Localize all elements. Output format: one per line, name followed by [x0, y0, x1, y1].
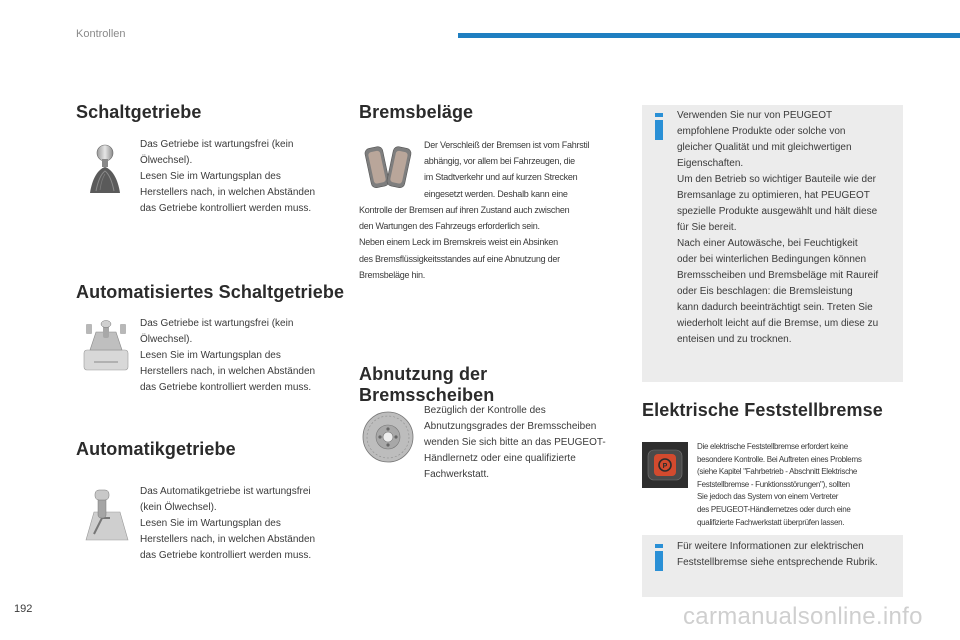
heading-bremsbelaege: Bremsbeläge	[359, 102, 474, 122]
text-line: Die elektrische Feststellbremse erfordert keine	[697, 442, 848, 451]
text-line: Für weitere Informationen zur elektrischen	[677, 541, 864, 552]
heading-elektrische-feststellbremse: Elektrische Feststellbremse	[642, 400, 883, 420]
text-line: gleicher Qualität und mit gleichwertigen	[677, 142, 852, 153]
text-line: für Sie bereit.	[677, 222, 737, 233]
text-line: oder Eis beschlagen: die Bremsleistung	[677, 286, 853, 297]
heading-automatisiertes-schaltgetriebe: Automatisiertes Schaltgetriebe	[76, 282, 345, 302]
text-line: Das Getriebe ist wartungsfrei (kein	[140, 318, 294, 329]
text-line: Eigenschaften.	[677, 158, 744, 169]
text-line: im Stadtverkehr und auf kurzen Strecken	[424, 172, 578, 183]
text-line: abhängig, vor allem bei Fahrzeugen, die	[424, 156, 575, 167]
info-box-parking-brake-text	[677, 539, 902, 571]
text-line: Bremsscheiben und Bremsbeläge mit Raureif	[677, 270, 879, 281]
text-line: Feststellbremse - Funktionsstörungen"), sollten	[697, 479, 850, 489]
text-line: Sie jedoch das System von einem Vertreter	[697, 492, 839, 502]
text-line: enteisen und zu trocknen.	[677, 334, 792, 345]
brake-pads-icon	[362, 141, 414, 193]
text-line: eingesetzt werden. Deshalb kann eine	[424, 188, 568, 199]
text-line: das Getriebe kontrolliert werden muss.	[140, 382, 312, 393]
automatisiertes-text	[140, 316, 340, 396]
text-line: besondere Kontrolle. Bei Auftreten eines Problems	[697, 454, 862, 464]
section-title: Kontrollen	[76, 28, 126, 40]
text-line: Herstellers nach, in welchen Abständen	[140, 366, 316, 377]
schaltgetriebe-text	[140, 137, 340, 217]
text-line: Um den Betrieb so wichtiger Bauteile wie der	[677, 174, 876, 185]
text-line: des PEUGEOT-Händlernetzes oder durch eine	[697, 504, 851, 514]
text-line: Lesen Sie im Wartungsplan des	[140, 350, 281, 361]
parking-brake-switch-icon	[642, 442, 688, 488]
text-line: Das Getriebe ist wartungsfrei (kein	[140, 139, 294, 150]
text-line: Ölwechsel).	[140, 155, 193, 166]
brake-disc-icon	[361, 410, 415, 464]
text-line: des Bremsflüssigkeitsstandes auf eine Abnutzung der	[359, 253, 560, 264]
text-line: kann dadurch beeinträchtigt sein. Treten Sie	[677, 302, 873, 313]
page-number: 192	[14, 603, 33, 615]
info-box-products	[642, 105, 903, 382]
text-line: Herstellers nach, in welchen Abständen	[140, 187, 316, 198]
automatik-text	[140, 484, 345, 564]
text-line: Feststellbremse siehe entsprechende Rubrik.	[677, 557, 878, 568]
text-line: Kontrolle der Bremsen auf ihren Zustand auch zwischen	[359, 205, 570, 215]
text-line: Nach einer Autowäsche, bei Feuchtigkeit	[677, 238, 858, 249]
text-line: (siehe Kapitel "Fahrbetrieb - Abschnitt Elektrische	[697, 467, 858, 477]
text-line: Bremsanlage zu optimieren, hat PEUGEOT	[677, 190, 870, 201]
text-line: Verwenden Sie nur von PEUGEOT	[677, 110, 833, 121]
feststellbremse-text	[697, 441, 909, 529]
text-line: wenden Sie sich bitte an das PEUGEOT-	[424, 437, 606, 448]
text-line: Lesen Sie im Wartungsplan des	[140, 171, 281, 182]
heading-automatikgetriebe: Automatikgetriebe	[76, 439, 236, 459]
header-accent-bar	[458, 33, 960, 38]
svg-text:P: P	[662, 463, 668, 470]
text-line: Ölwechsel).	[140, 334, 193, 345]
text-line: Händlernetz oder eine qualifizierte	[424, 453, 576, 464]
text-line: wiederholt leicht auf die Bremse, um diese zu	[677, 318, 879, 329]
bremsbelaege-text-full	[359, 202, 629, 283]
info-box-parking-brake	[642, 535, 903, 597]
text-line: empfohlene Produkte oder solche von	[677, 126, 846, 137]
text-line: Fachwerkstatt.	[424, 469, 490, 480]
heading-line: Abnutzung der	[359, 364, 488, 384]
automatic-gearbox-icon	[80, 488, 132, 542]
text-line: Bezüglich der Kontrolle des	[424, 405, 546, 416]
heading-abnutzung-bremsscheiben	[359, 364, 494, 406]
text-line: Herstellers nach, in welchen Abständen	[140, 534, 316, 545]
heading-line: Bremsscheiben	[359, 385, 495, 405]
automated-gearbox-icon	[80, 320, 132, 372]
text-line: Abnutzungsgrades der Bremsscheiben	[424, 421, 597, 432]
text-line: Der Verschleiß der Bremsen ist vom Fahrstil	[424, 140, 590, 150]
text-line: oder bei winterlichen Bedingungen können	[677, 254, 867, 265]
watermark: carmanualsonline.info	[683, 603, 923, 630]
text-line: spezielle Produkte ausgewählt und hält diese	[677, 206, 878, 217]
text-line: Neben einem Leck im Bremskreis weist ein Absinken	[359, 237, 558, 248]
text-line: den Wartungen des Fahrzeugs erforderlich sein.	[359, 221, 540, 232]
text-line: (kein Ölwechsel).	[140, 502, 217, 513]
abnutzung-text	[424, 403, 634, 483]
text-line: das Getriebe kontrolliert werden muss.	[140, 550, 312, 561]
text-line: Bremsbeläge hin.	[359, 269, 426, 280]
text-line: das Getriebe kontrolliert werden muss.	[140, 203, 312, 214]
text-line: qualifizierte Fachwerkstatt überprüfen lassen.	[697, 517, 845, 527]
heading-schaltgetriebe: Schaltgetriebe	[76, 102, 202, 122]
text-line: Das Automatikgetriebe ist wartungsfrei	[140, 486, 311, 497]
text-line: Lesen Sie im Wartungsplan des	[140, 518, 281, 529]
bremsbelaege-text-indented	[424, 137, 634, 202]
info-box-products-text	[677, 108, 902, 348]
gear-lever-icon	[82, 143, 128, 195]
